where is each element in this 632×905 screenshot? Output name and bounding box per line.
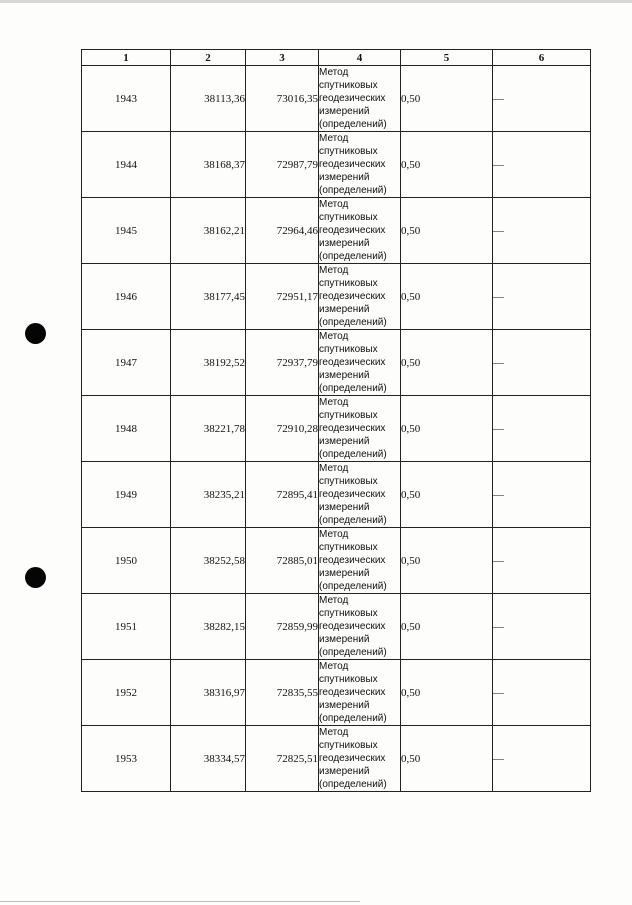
coordinate-y: 72987,79 (246, 132, 319, 198)
accuracy-value: 0,50 (401, 264, 493, 330)
accuracy-value: 0,50 (401, 660, 493, 726)
point-number: 1950 (82, 528, 171, 594)
coordinate-x: 38252,58 (171, 528, 246, 594)
coordinate-y: 73016,35 (246, 66, 319, 132)
determination-method: Метод спутниковых геодезических измерений (определений) (319, 528, 401, 594)
determination-method: Метод спутниковых геодезических измерений (определений) (319, 726, 401, 792)
point-number: 1951 (82, 594, 171, 660)
accuracy-value: 0,50 (401, 198, 493, 264)
column-header-4: 4 (319, 50, 401, 66)
coordinate-x: 38334,57 (171, 726, 246, 792)
point-number: 1952 (82, 660, 171, 726)
coordinate-y: 72885,01 (246, 528, 319, 594)
coordinate-y: 72895,41 (246, 462, 319, 528)
determination-method: Метод спутниковых геодезических измерений (определений) (319, 198, 401, 264)
table-row (82, 726, 591, 792)
accuracy-value: 0,50 (401, 66, 493, 132)
coordinate-x: 38162,21 (171, 198, 246, 264)
determination-method: Метод спутниковых геодезических измерений (определений) (319, 396, 401, 462)
punch-hole (25, 323, 46, 344)
coordinate-x: 38235,21 (171, 462, 246, 528)
coordinate-y: 72859,99 (246, 594, 319, 660)
determination-method: Метод спутниковых геодезических измерений (определений) (319, 264, 401, 330)
column-header-2: 2 (171, 50, 246, 66)
coordinate-x: 38177,45 (171, 264, 246, 330)
table-row (82, 198, 591, 264)
scan-bottom-edge (0, 901, 360, 902)
point-number: 1943 (82, 66, 171, 132)
accuracy-value: 0,50 (401, 396, 493, 462)
coordinate-x: 38168,37 (171, 132, 246, 198)
coordinates-table (81, 49, 591, 792)
point-number: 1953 (82, 726, 171, 792)
point-description: — (493, 264, 591, 330)
point-number: 1944 (82, 132, 171, 198)
determination-method: Метод спутниковых геодезических измерений (определений) (319, 462, 401, 528)
determination-method: Метод спутниковых геодезических измерений (определений) (319, 330, 401, 396)
point-number: 1947 (82, 330, 171, 396)
determination-method: Метод спутниковых геодезических измерений (определений) (319, 66, 401, 132)
table-row (82, 264, 591, 330)
accuracy-value: 0,50 (401, 132, 493, 198)
point-description: — (493, 660, 591, 726)
coordinate-x: 38282,15 (171, 594, 246, 660)
determination-method: Метод спутниковых геодезических измерений (определений) (319, 660, 401, 726)
point-description: — (493, 396, 591, 462)
column-header-6: 6 (493, 50, 591, 66)
column-header-1: 1 (82, 50, 171, 66)
table-row (82, 132, 591, 198)
table-row (82, 396, 591, 462)
point-description: — (493, 66, 591, 132)
punch-hole (25, 567, 46, 588)
coordinate-x: 38221,78 (171, 396, 246, 462)
table-header-row (82, 50, 591, 66)
accuracy-value: 0,50 (401, 462, 493, 528)
coordinate-y: 72951,17 (246, 264, 319, 330)
point-description: — (493, 330, 591, 396)
point-description: — (493, 726, 591, 792)
table-row (82, 66, 591, 132)
coordinate-y: 72937,79 (246, 330, 319, 396)
point-number: 1946 (82, 264, 171, 330)
point-description: — (493, 132, 591, 198)
scan-top-shadow (0, 0, 632, 3)
point-number: 1945 (82, 198, 171, 264)
point-number: 1948 (82, 396, 171, 462)
table-row (82, 594, 591, 660)
coordinate-x: 38192,52 (171, 330, 246, 396)
table-row (82, 330, 591, 396)
point-description: — (493, 528, 591, 594)
point-description: — (493, 594, 591, 660)
determination-method: Метод спутниковых геодезических измерений (определений) (319, 594, 401, 660)
coordinate-y: 72835,55 (246, 660, 319, 726)
coordinate-y: 72825,51 (246, 726, 319, 792)
coordinate-y: 72910,28 (246, 396, 319, 462)
coordinate-y: 72964,46 (246, 198, 319, 264)
accuracy-value: 0,50 (401, 726, 493, 792)
table-row (82, 528, 591, 594)
column-header-3: 3 (246, 50, 319, 66)
point-description: — (493, 198, 591, 264)
column-header-5: 5 (401, 50, 493, 66)
point-description: — (493, 462, 591, 528)
accuracy-value: 0,50 (401, 528, 493, 594)
coordinate-x: 38113,36 (171, 66, 246, 132)
determination-method: Метод спутниковых геодезических измерений (определений) (319, 132, 401, 198)
accuracy-value: 0,50 (401, 330, 493, 396)
table-row (82, 660, 591, 726)
table-row (82, 462, 591, 528)
point-number: 1949 (82, 462, 171, 528)
coordinate-x: 38316,97 (171, 660, 246, 726)
accuracy-value: 0,50 (401, 594, 493, 660)
